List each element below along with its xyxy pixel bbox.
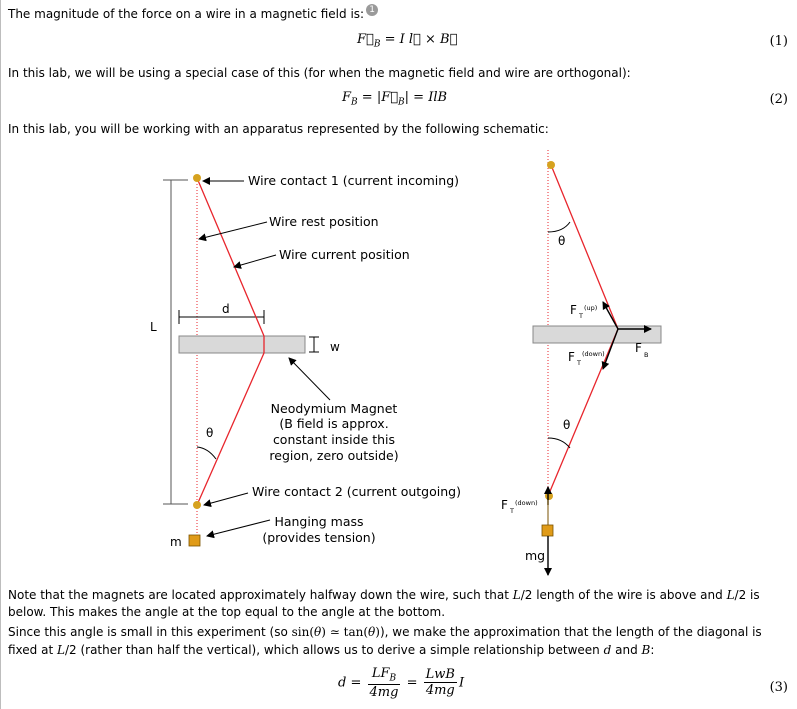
label-fb: F [635, 341, 642, 355]
label-m: m [170, 535, 182, 549]
hanging-mass [189, 535, 200, 546]
hanging-mass-right [542, 525, 553, 536]
label-d: d [222, 302, 230, 316]
svg-text:(down): (down) [582, 350, 605, 358]
label-rest-position: Wire rest position [269, 214, 379, 229]
note-paragraph-2-line-2: fixed at L/2 (rather than half the vertical), which allows us to derive a simple relationship between d and B: [8, 643, 655, 657]
label-L: L [150, 320, 157, 334]
equation-2-number: (2) [769, 92, 788, 107]
label-magnet-1: Neodymium Magnet [270, 401, 398, 416]
label-magnet-2: (B field is approx. [279, 416, 389, 431]
label-contact-2: Wire contact 2 (current outgoing) [252, 484, 461, 499]
label-ft-down: F [568, 350, 575, 364]
equation-3-number: (3) [769, 680, 788, 695]
label-theta-left: θ [206, 426, 214, 440]
svg-text:(up): (up) [584, 304, 598, 312]
svg-text:T: T [577, 359, 581, 367]
intro-line-3: In this lab, you will be working with an apparatus represented by the following schematic: [8, 122, 549, 136]
label-mass-2: (provides tension) [262, 530, 376, 545]
equation-1: $F⃗_B = I$ l⃗ × B⃗ [357, 32, 458, 50]
svg-text:T: T [579, 312, 583, 320]
equation-2: $F_B$ = $|F⃗_B|$ = IlB [342, 90, 448, 108]
label-theta-bottom: θ [563, 418, 571, 432]
svg-text:B: B [644, 351, 649, 359]
equation-3: d = $\frac{LF_B}{4mg}$ = $\frac{\text{LwB}}{4mg}$ I [338, 666, 465, 700]
label-theta-top: θ [558, 234, 566, 248]
equation-1-number: (1) [769, 34, 788, 49]
label-mass-1: Hanging mass [274, 514, 364, 529]
magnet-rect [179, 336, 305, 353]
label-contact-1: Wire contact 1 (current incoming) [248, 173, 460, 188]
label-mg: mg [525, 548, 546, 563]
label-ft-up: F [570, 303, 577, 317]
note-paragraph-2-line-1: Since this angle is small in this experiment (so sin(θ) ≃ tan(θ)), we make the approximation that the length of the diagonal is [8, 625, 762, 639]
contact-bottom-right [545, 492, 553, 500]
footnote-badge[interactable]: 1 [366, 4, 378, 16]
svg-text:T: T [510, 507, 514, 515]
right-diagram [501, 150, 661, 575]
label-magnet-4: region, zero outside) [269, 448, 399, 463]
wire-contact-2 [193, 501, 201, 509]
intro-line-2: In this lab, we will be using a special case of this (for when the magnetic field and wire are orthogonal): [8, 66, 631, 80]
left-diagram [150, 173, 461, 549]
label-magnet-3: constant inside this [272, 432, 396, 447]
label-ft-bottom: F [501, 498, 508, 512]
label-w: w [330, 340, 340, 354]
wire-contact-1 [193, 174, 201, 182]
svg-text:(down): (down) [515, 499, 538, 507]
contact-top-right [547, 161, 555, 169]
label-current-position: Wire current position [279, 247, 410, 262]
intro-text-1: The magnitude of the force on a wire in a magnetic field is: [8, 7, 365, 21]
note-paragraph-1-line-2: below. This makes the angle at the top equal to the angle at the bottom. [8, 605, 446, 619]
note-paragraph-1-line-1: Note that the magnets are located approximately halfway down the wire, such that L/2 length of the wire is above and L/2 is [8, 588, 760, 602]
